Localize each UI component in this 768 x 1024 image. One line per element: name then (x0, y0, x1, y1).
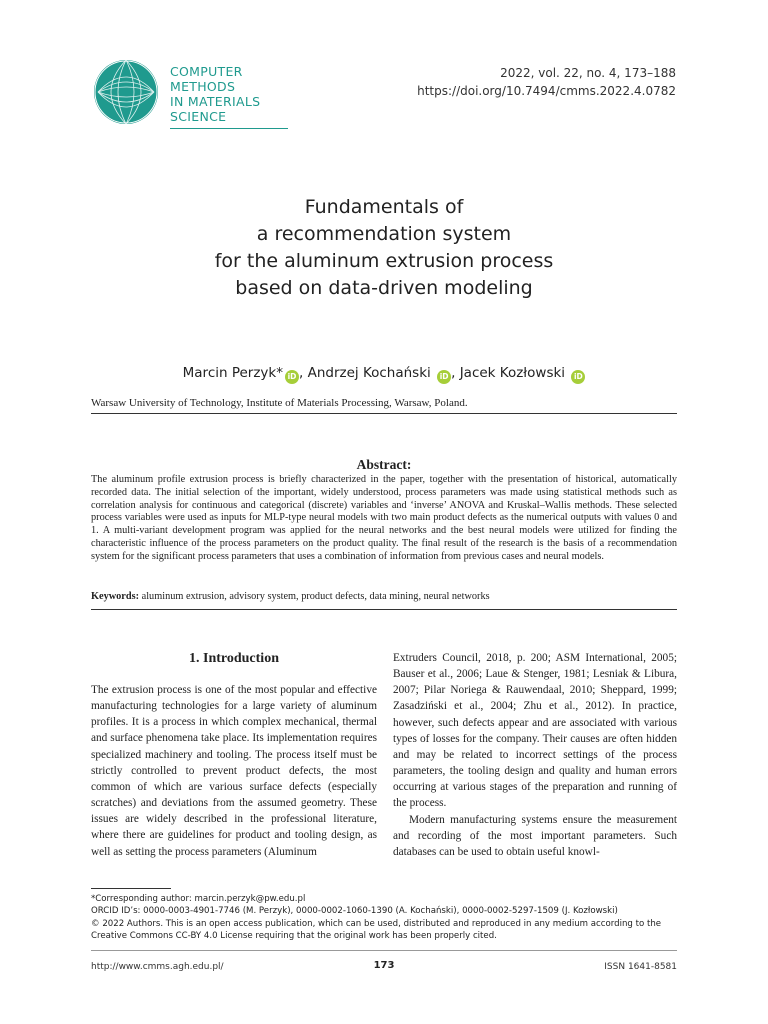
orcid-icon[interactable]: iD (437, 370, 451, 384)
footnote-rule (91, 888, 171, 889)
body-paragraph: Extruders Council, 2018, p. 200; ASM International, 2005; Bauser et al., 2006; Laue & Stenger, 1981; Lesniak & Libura, 2007; Pilar Noriega & Rauwendaal, 2010; Sheppard, 1999; Zasadziński et al., 2004; Zhu et al., 2012). In practice, however, such defects appear and are associated with various types of losses for the company. Their causes are often hidden and may be related to incorrect settings of the process parameters, the tooling design and quality and human errors occurring at various stages of the preparation and running of the process. (393, 652, 677, 810)
orcid-ids: ORCID ID’s: 0000-0003-4901-7746 (M. Perzyk), 0000-0002-1060-1390 (A. Kochański), 0000-0002-5297-1509 (J. Kozłowski) (91, 906, 618, 917)
abstract-heading: Abstract: (356, 457, 412, 472)
title-line: for the aluminum extrusion process (214, 250, 554, 272)
citation-info: 2022, vol. 22, no. 4, 173–188 (500, 66, 676, 80)
footer-rule (91, 950, 677, 951)
author-name: Jacek Kozłowski (459, 365, 566, 381)
page-number: 173 (373, 960, 395, 971)
body-paragraph: The extrusion process is one of the most popular and effective manufacturing technologies for a large variety of aluminum profiles. It is a process in which complex mechanical, thermal and surface phenomena take place. Its implementation requires specialized machinery and tooling. The process itself must be strictly controlled to prevent product defects, the most common of which are various surface defects (especially scratches) and deviations from the assumed geometry. These issues are widely described in the professional literature, where there are guidelines for product and tooling design, as well as setting the process parameters (Aluminum (91, 684, 377, 858)
title-line: Fundamentals of (304, 196, 464, 218)
body-paragraph: Modern manufacturing systems ensure the measurement and recording of the most important parameters. Such databases can be used to obtain useful knowl- (393, 813, 677, 858)
title-line: a recommendation system (256, 223, 512, 245)
journal-logo[interactable] (92, 58, 288, 130)
keywords-label: Keywords: (91, 591, 140, 602)
author-separator: , (299, 365, 308, 381)
abstract-text: The aluminum profile extrusion process is briefly characterized in the paper, together with the presentation of historical, automatically recorded data. The initial selection of the important, widely understood, process parameters was made using statistical methods such as correlation analysis for continuous and categorical (discrete) variables and ‘inverse’ ANOVA and Kruskal–Wallis methods. These selected process variables were used as inputs for MLP-type neural models with two main product defects as the numerical outputs with values 0 and 1. A multi-variant development program was applied for the neural networks and the best neural models were utilized for finding the characteristic influence of the process parameters on the product quality. The final result of the research is the basis of a recommendation system for the significant process parameters that uses a combination of information from previous cases and neural models. (91, 474, 677, 562)
article-meta (417, 64, 676, 100)
article-title (0, 194, 768, 302)
author-separator: , (451, 365, 460, 381)
keywords-text: aluminum extrusion, advisory system, product defects, data mining, neural networks (139, 591, 490, 602)
affiliation: Warsaw University of Technology, Institute of Materials Processing, Warsaw, Poland. (91, 397, 468, 409)
license-note: © 2022 Authors. This is an open access publication, which can be used, distributed and reproduced in any medium according to the Creative Commons CC-BY 4.0 License requiring that the original work has been properly cited. (91, 918, 662, 942)
divider (91, 609, 677, 610)
logo-underline (170, 128, 288, 129)
author-name: Andrzej Kochański (307, 365, 431, 381)
journal-url-link[interactable]: http://www.cmms.agh.edu.pl/ (91, 962, 224, 972)
body-column-right (393, 650, 677, 860)
journal-emblem-icon (92, 58, 160, 126)
author-list (0, 365, 768, 384)
divider (91, 413, 677, 414)
author-name: Marcin Perzyk* (182, 365, 283, 381)
orcid-icon[interactable]: iD (571, 370, 585, 384)
title-line: based on data-driven modeling (235, 277, 533, 299)
body-column-left (91, 682, 377, 860)
footnotes (91, 893, 681, 943)
doi-link[interactable]: https://doi.org/10.7494/cmms.2022.4.0782 (417, 84, 676, 98)
section-heading: 1. Introduction (189, 651, 279, 666)
issn: ISSN 1641-8581 (604, 962, 677, 972)
journal-name: COMPUTER METHODS IN MATERIALS SCIENCE (170, 64, 261, 124)
corresponding-author: *Corresponding author: marcin.perzyk@pw.edu.pl (91, 894, 306, 904)
orcid-icon[interactable]: iD (285, 370, 299, 384)
keywords (91, 591, 490, 602)
